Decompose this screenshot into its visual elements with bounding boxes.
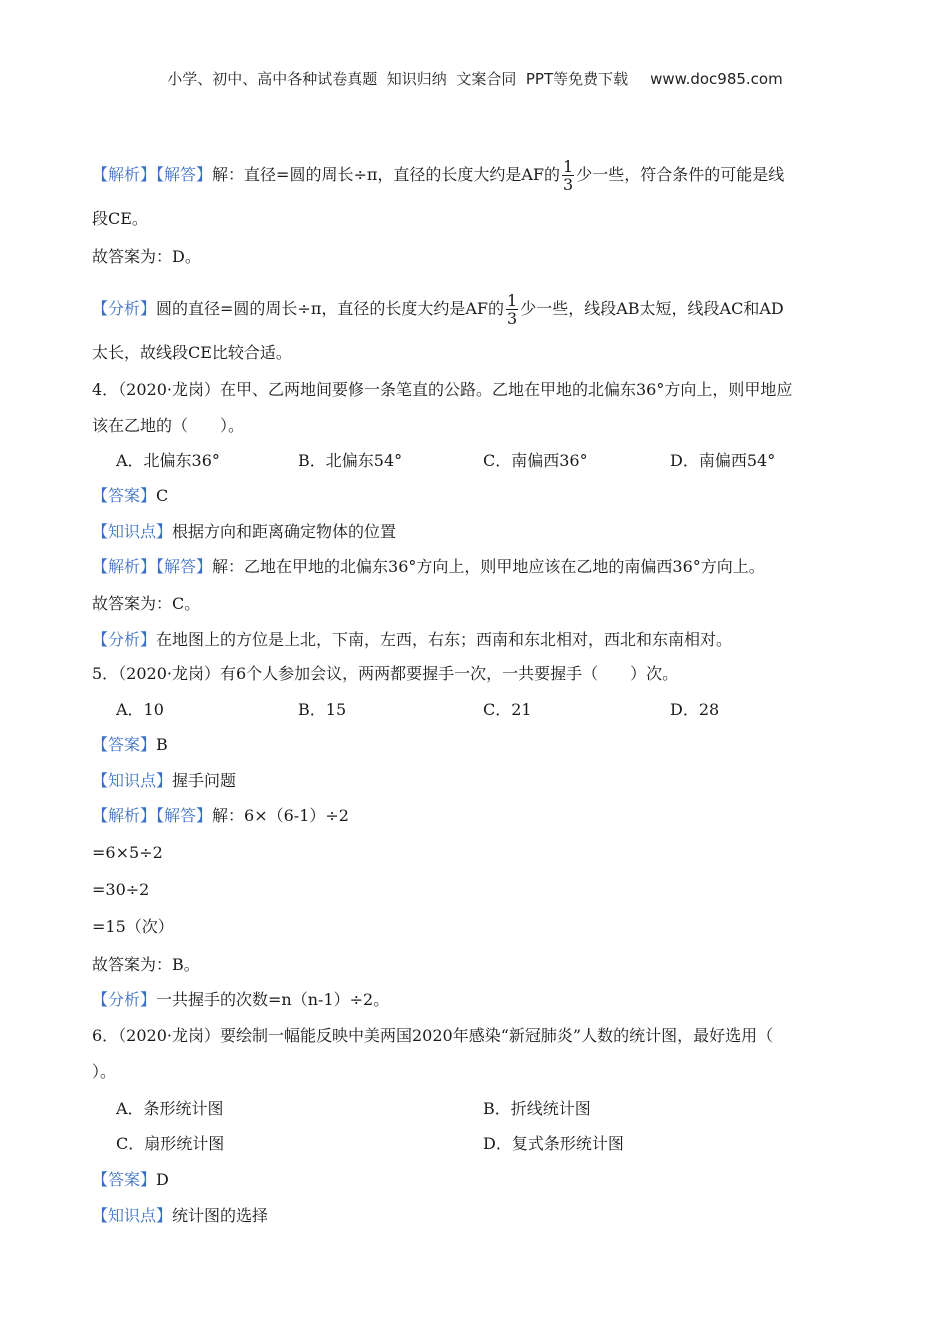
q6-option-c: C．扇形统计图	[116, 1134, 225, 1153]
q5-fenxi-text: 一共握手的次数=n（n-1）÷2。	[156, 990, 390, 1009]
page-header	[0, 68, 950, 89]
q5-option-d: D．28	[670, 700, 720, 719]
q5-knowledge-text: 握手问题	[172, 771, 237, 790]
q4-option-a: A．北偏东36°	[116, 451, 220, 470]
tag-zhishidian: 【知识点】	[92, 522, 173, 541]
q4-knowledge	[92, 521, 396, 543]
q4-stem-line1: 4．（2020·龙岗）在甲、乙两地间要修一条笔直的公路。乙地在甲地的北偏东36°方向上，则甲地应	[92, 380, 793, 399]
q3-jiexi-line	[92, 158, 784, 193]
fraction-numerator: 1	[563, 157, 574, 176]
q6-stem-line2: ）。	[92, 1062, 117, 1081]
q5-step-1: =6×5÷2	[92, 843, 163, 862]
q4-option-d: D．南偏西54°	[670, 451, 776, 470]
q3-jiexi-line2: 段CE。	[92, 209, 148, 228]
q3-fenxi-line	[92, 292, 784, 327]
fraction-denominator: 3	[507, 309, 518, 328]
q5-knowledge	[92, 770, 236, 792]
header-site: www.doc985.com	[650, 70, 783, 88]
q5-jiexi	[92, 805, 349, 827]
tag-fenxi: 【分析】	[92, 299, 157, 318]
q6-knowledge-text: 统计图的选择	[172, 1206, 269, 1225]
q5-option-b: B．15	[298, 700, 347, 719]
q4-conclusion: 故答案为：C。	[92, 594, 201, 613]
q5-option-a: A．10	[116, 700, 164, 719]
header-text: 小学、初中、高中各种试卷真题 知识归纳 文案合同 PPT等免费下载	[167, 70, 629, 88]
tag-jiexi: 【解析】	[92, 806, 157, 825]
q6-option-d: D．复式条形统计图	[483, 1134, 624, 1153]
q6-option-a: A．条形统计图	[116, 1099, 224, 1118]
q5-jiexi-text: 解：6×（6-1）÷2	[212, 806, 349, 825]
q3-fenxi-pre: 圆的直径=圆的周长÷π，直径的长度大约是AF的	[156, 299, 505, 318]
tag-zhishidian: 【知识点】	[92, 1206, 173, 1225]
fraction-numerator: 1	[507, 291, 518, 310]
tag-fenxi: 【分析】	[92, 990, 157, 1009]
q4-knowledge-text: 根据方向和距离确定物体的位置	[172, 522, 397, 541]
q5-stem: 5．（2020·龙岗）有6个人参加会议，两两都要握手一次，一共要握手（ ）次。	[92, 664, 679, 683]
fraction-denominator: 3	[563, 175, 574, 194]
fraction-one-third	[562, 158, 574, 193]
q5-answer	[92, 734, 168, 756]
q6-stem-line1: 6．（2020·龙岗）要绘制一幅能反映中美两国2020年感染“新冠肺炎”人数的统计图，最好选用（	[92, 1026, 774, 1045]
tag-jieda: 【解答】	[156, 806, 213, 825]
q3-fenxi-post: 少一些，线段AB太短，线段AC和AD	[520, 299, 784, 318]
q3-conclusion: 故答案为：D。	[92, 247, 201, 266]
q6-answer	[92, 1169, 169, 1191]
q4-option-c: C．南偏西36°	[483, 451, 588, 470]
tag-jieda: 【解答】	[156, 557, 213, 576]
tag-daan: 【答案】	[92, 735, 157, 754]
q6-answer-value: D	[156, 1170, 169, 1189]
q6-knowledge	[92, 1205, 268, 1227]
tag-zhishidian: 【知识点】	[92, 771, 173, 790]
tag-jiexi: 【解析】	[92, 557, 157, 576]
q5-answer-value: B	[156, 735, 168, 754]
tag-jieda: 【解答】	[156, 165, 213, 184]
tag-jiexi: 【解析】	[92, 165, 157, 184]
q5-option-c: C．21	[483, 700, 532, 719]
q4-answer-value: C	[156, 486, 169, 505]
q4-option-b: B．北偏东54°	[298, 451, 403, 470]
q5-step-3: =15（次）	[92, 917, 174, 936]
q5-conclusion: 故答案为：B。	[92, 955, 200, 974]
q5-step-2: =30÷2	[92, 880, 150, 899]
fraction-one-third	[506, 292, 518, 327]
q4-jiexi	[92, 556, 765, 578]
q4-stem-line2: 该在乙地的（ ）。	[92, 416, 245, 435]
q4-fenxi-text: 在地图上的方位是上北，下南，左西，右东；西南和东北相对，西北和东南相对。	[156, 630, 733, 649]
q4-answer	[92, 485, 168, 507]
q5-fenxi	[92, 989, 389, 1011]
tag-daan: 【答案】	[92, 1170, 157, 1189]
q3-fenxi-line2: 太长，故线段CE比较合适。	[92, 343, 292, 362]
q4-jiexi-text: 解：乙地在甲地的北偏东36°方向上，则甲地应该在乙地的南偏西36°方向上。	[212, 557, 765, 576]
q3-jiexi-pre: 解：直径=圆的周长÷π，直径的长度大约是AF的	[212, 165, 561, 184]
q6-option-b: B．折线统计图	[483, 1099, 591, 1118]
q4-fenxi	[92, 629, 732, 651]
tag-fenxi: 【分析】	[92, 630, 157, 649]
q3-jiexi-post: 少一些，符合条件的可能是线	[576, 165, 785, 184]
tag-daan: 【答案】	[92, 486, 157, 505]
